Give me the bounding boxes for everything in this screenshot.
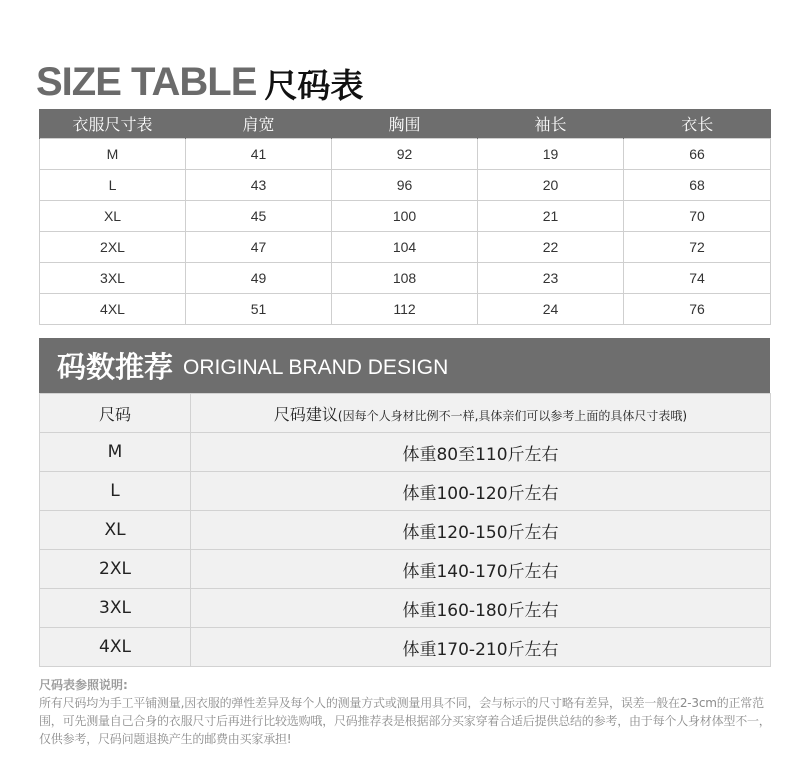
table-row (40, 511, 771, 550)
header-advice-note: (因每个人身材比例不一样,具体亲们可以参考上面的具体尺寸表哦) (337, 408, 688, 423)
length-cell: 70 (624, 201, 771, 232)
table-row (40, 139, 771, 170)
header-sleeve-length: 袖长 (478, 109, 624, 139)
shoulder-cell: 43 (186, 170, 332, 201)
sleeve-cell: 23 (478, 263, 624, 294)
length-cell: 76 (624, 294, 771, 325)
size-note (39, 676, 779, 748)
recommendation-title: 码数推荐 (57, 350, 174, 384)
chest-cell: 108 (332, 263, 478, 294)
recommendation-subtitle: ORIGINAL BRAND DESIGN (183, 355, 449, 379)
table-row (40, 170, 771, 201)
title-chinese: 尺码表 (264, 66, 364, 105)
table-row (40, 201, 771, 232)
size-cell: XL (40, 201, 186, 232)
header-garment-size: 衣服尺寸表 (40, 109, 186, 139)
size-cell: XL (40, 511, 191, 550)
header-size: 尺码 (40, 394, 191, 433)
sleeve-cell: 19 (478, 139, 624, 170)
length-cell: 66 (624, 139, 771, 170)
shoulder-cell: 47 (186, 232, 332, 263)
length-cell: 68 (624, 170, 771, 201)
chest-cell: 100 (332, 201, 478, 232)
size-cell: M (40, 139, 186, 170)
chest-cell: 96 (332, 170, 478, 201)
chest-cell: 112 (332, 294, 478, 325)
size-cell: 3XL (40, 589, 191, 628)
size-cell: 2XL (40, 550, 191, 589)
size-note-body: 所有尺码均为手工平铺测量,因衣服的弹性差异及每个人的测量方式或测量用具不同，会与标示的尺寸略有差异，误差一般在2-3cm的正常范围，可先测量自己合身的衣服尺寸后再进行比较选购哦，尺码推荐表是根据部分买家穿着合适后提供总结的参考，由于每个人身材体型不一，仅供参考，尺码问题退换产生的邮费由买家承担! (39, 696, 771, 746)
length-cell: 72 (624, 232, 771, 263)
size-table (39, 109, 771, 325)
weight-cell: 体重80至110斤左右 (191, 433, 771, 472)
size-cell: 4XL (40, 628, 191, 667)
weight-cell: 体重170-210斤左右 (191, 628, 771, 667)
recommendation-banner (39, 338, 770, 393)
size-cell: 2XL (40, 232, 186, 263)
size-cell: M (40, 433, 191, 472)
size-cell: L (40, 472, 191, 511)
page-title (36, 52, 364, 105)
title-english: SIZE TABLE (36, 60, 257, 104)
size-cell: 3XL (40, 263, 186, 294)
chest-cell: 104 (332, 232, 478, 263)
table-row (40, 263, 771, 294)
shoulder-cell: 51 (186, 294, 332, 325)
sleeve-cell: 20 (478, 170, 624, 201)
size-cell: L (40, 170, 186, 201)
weight-cell: 体重100-120斤左右 (191, 472, 771, 511)
table-row (40, 294, 771, 325)
header-shoulder-width: 肩宽 (186, 109, 332, 139)
size-cell: 4XL (40, 294, 186, 325)
table-row (40, 550, 771, 589)
shoulder-cell: 49 (186, 263, 332, 294)
sleeve-cell: 22 (478, 232, 624, 263)
shoulder-cell: 41 (186, 139, 332, 170)
table-row (40, 628, 771, 667)
chest-cell: 92 (332, 139, 478, 170)
weight-cell: 体重120-150斤左右 (191, 511, 771, 550)
size-note-title: 尺码表参照说明: (39, 678, 128, 692)
size-table-header-row (40, 109, 771, 139)
table-row (40, 433, 771, 472)
header-garment-length: 衣长 (624, 109, 771, 139)
weight-cell: 体重140-170斤左右 (191, 550, 771, 589)
sleeve-cell: 21 (478, 201, 624, 232)
recommendation-header-row (40, 394, 771, 433)
header-advice (191, 394, 771, 433)
table-row (40, 232, 771, 263)
sleeve-cell: 24 (478, 294, 624, 325)
shoulder-cell: 45 (186, 201, 332, 232)
weight-cell: 体重160-180斤左右 (191, 589, 771, 628)
length-cell: 74 (624, 263, 771, 294)
table-row (40, 472, 771, 511)
table-row (40, 589, 771, 628)
recommendation-table (39, 393, 771, 667)
header-advice-label: 尺码建议 (273, 404, 338, 424)
header-chest: 胸围 (332, 109, 478, 139)
